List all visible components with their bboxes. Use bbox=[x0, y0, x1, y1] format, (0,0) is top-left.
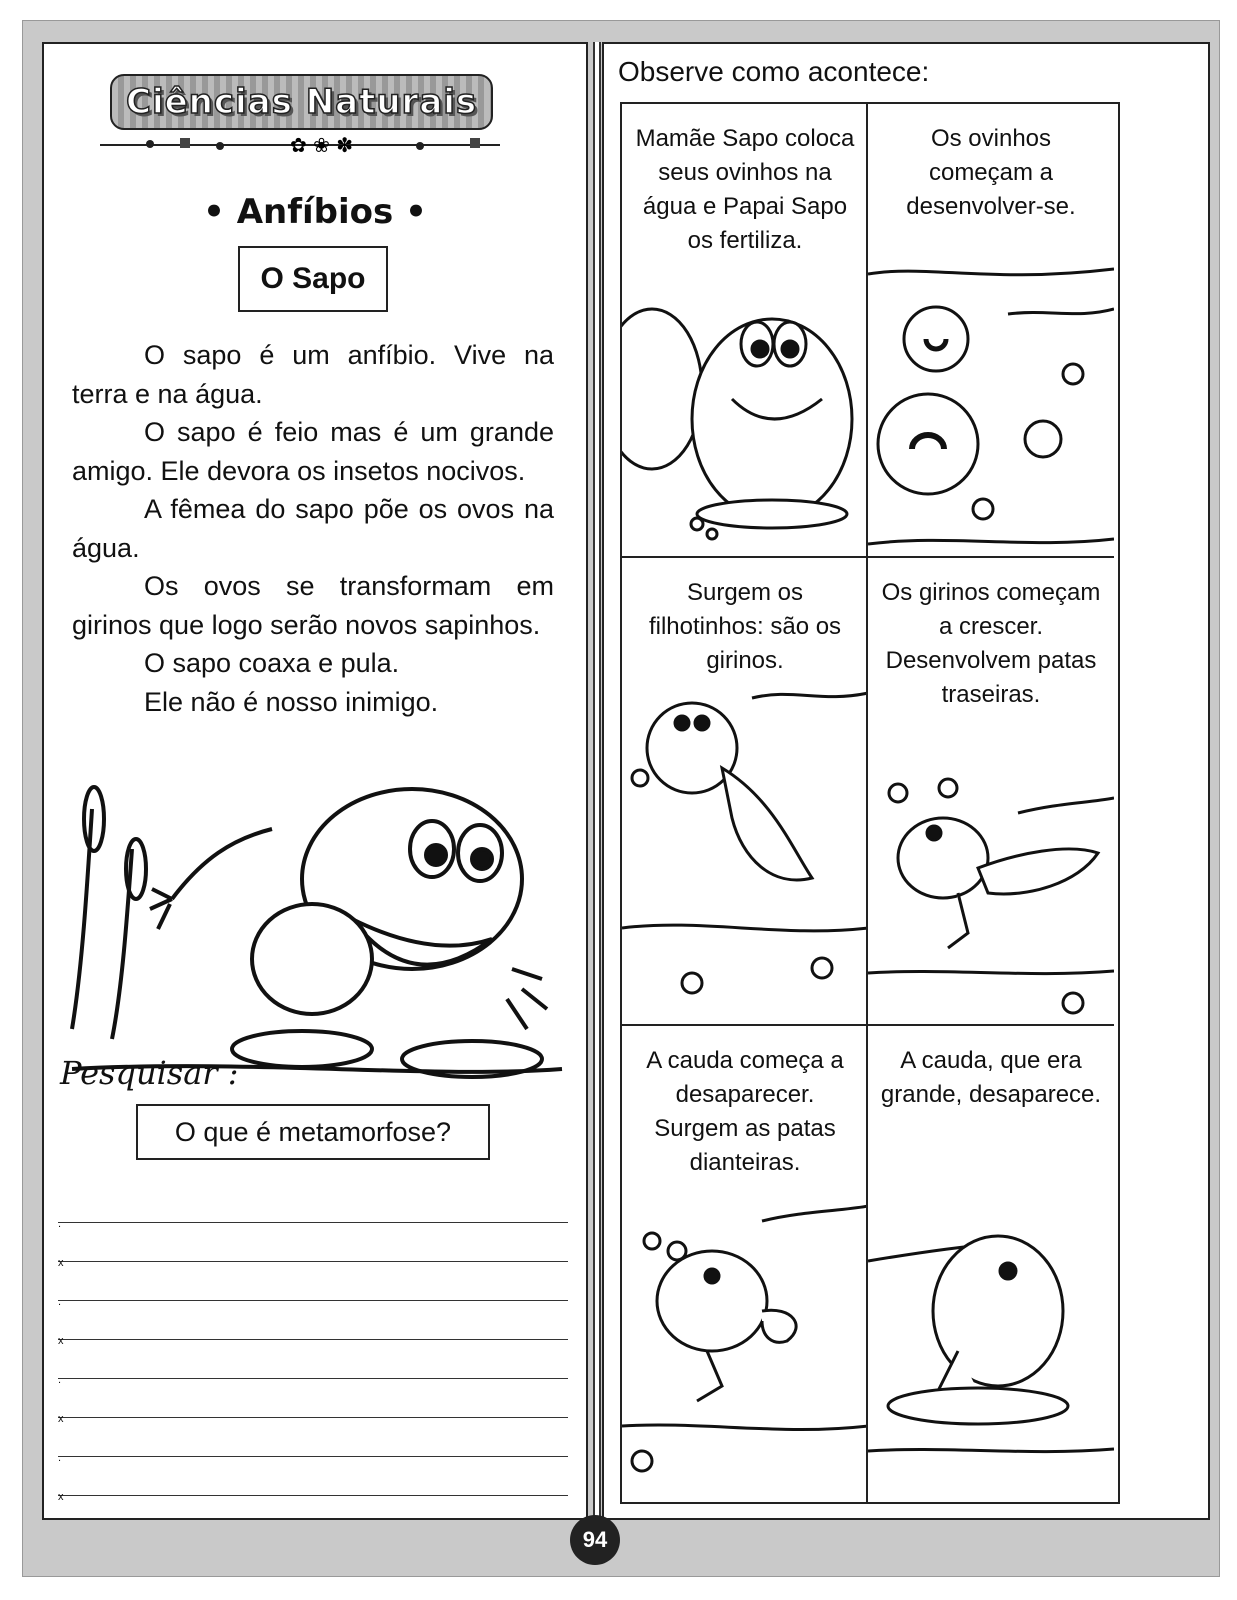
logo-text: Ciências Naturais bbox=[110, 74, 493, 130]
panel-caption: Surgem os filhotinhos: são os girinos. bbox=[648, 579, 842, 674]
panel-3 bbox=[622, 558, 868, 1026]
page-number: 94 bbox=[570, 1515, 620, 1565]
frog-eggs-icon bbox=[868, 254, 1114, 554]
body-text bbox=[72, 336, 554, 721]
answer-line[interactable]: . bbox=[58, 1184, 568, 1223]
panel-caption: A cauda, que era grande, desaparece. bbox=[880, 1047, 1102, 1108]
answer-line[interactable]: x bbox=[58, 1223, 568, 1262]
answer-line[interactable]: x bbox=[58, 1301, 568, 1340]
observe-title: Observe como acontece: bbox=[618, 56, 930, 87]
panel-caption: Os ovinhos começam a desenvolver-se. bbox=[906, 125, 1076, 220]
tadpole-icon bbox=[622, 678, 868, 1018]
paragraph: A fêmea do sapo põe os ovos na água. bbox=[72, 494, 554, 563]
panel-grid bbox=[620, 102, 1120, 1504]
answer-line[interactable]: x bbox=[58, 1457, 568, 1496]
paragraph: Ele não é nosso inimigo. bbox=[144, 686, 439, 717]
column-divider bbox=[593, 42, 601, 1520]
answer-line[interactable]: . bbox=[58, 1262, 568, 1301]
answer-line[interactable]: x bbox=[58, 1379, 568, 1418]
box-title: O Sapo bbox=[238, 246, 388, 312]
logo bbox=[110, 74, 500, 157]
panel-caption: A cauda começa a desaparecer. Surgem as patas dianteiras. bbox=[646, 1047, 844, 1176]
section-title: • Anfíbios • bbox=[203, 192, 427, 232]
panel-2 bbox=[868, 104, 1114, 558]
panel-5 bbox=[622, 1026, 868, 1502]
tadpole-with-legs-icon bbox=[868, 773, 1114, 1023]
paragraph: O sapo é um anfíbio. Vive na terra e na água. bbox=[72, 340, 554, 409]
answer-line[interactable]: . bbox=[58, 1340, 568, 1379]
paragraph: Os ovos se transformam em girinos que logo serão novos sapinhos. bbox=[72, 571, 554, 640]
right-column bbox=[602, 42, 1210, 1520]
answer-line[interactable]: . bbox=[58, 1418, 568, 1457]
panel-caption: Mamãe Sapo coloca seus ovinhos na água e Papai Sapo os fertiliza. bbox=[635, 125, 855, 254]
paragraph: O sapo é feio mas é um grande amigo. Ele devora os insetos nocivos. bbox=[72, 417, 554, 486]
panel-4 bbox=[868, 558, 1114, 1026]
paragraph: O sapo coaxa e pula. bbox=[144, 648, 400, 678]
panel-1 bbox=[622, 104, 868, 558]
froglet-icon bbox=[622, 1191, 868, 1491]
decorative-border-icon bbox=[90, 130, 510, 160]
left-column bbox=[42, 42, 588, 1520]
panel-6 bbox=[868, 1026, 1114, 1502]
frog-illustration bbox=[52, 769, 572, 1099]
young-frog-icon bbox=[868, 1201, 1114, 1501]
panel-caption: Os girinos começam a crescer. Desenvolvem patas traseiras. bbox=[881, 579, 1101, 708]
research-label: Pesquisar : bbox=[60, 1054, 239, 1092]
question-box: O que é metamorfose? bbox=[136, 1104, 490, 1160]
answer-lines bbox=[58, 1184, 568, 1503]
frogs-couple-icon bbox=[622, 289, 868, 558]
svg-text:✿ ❀ ✽: ✿ ❀ ✽ bbox=[290, 133, 353, 157]
